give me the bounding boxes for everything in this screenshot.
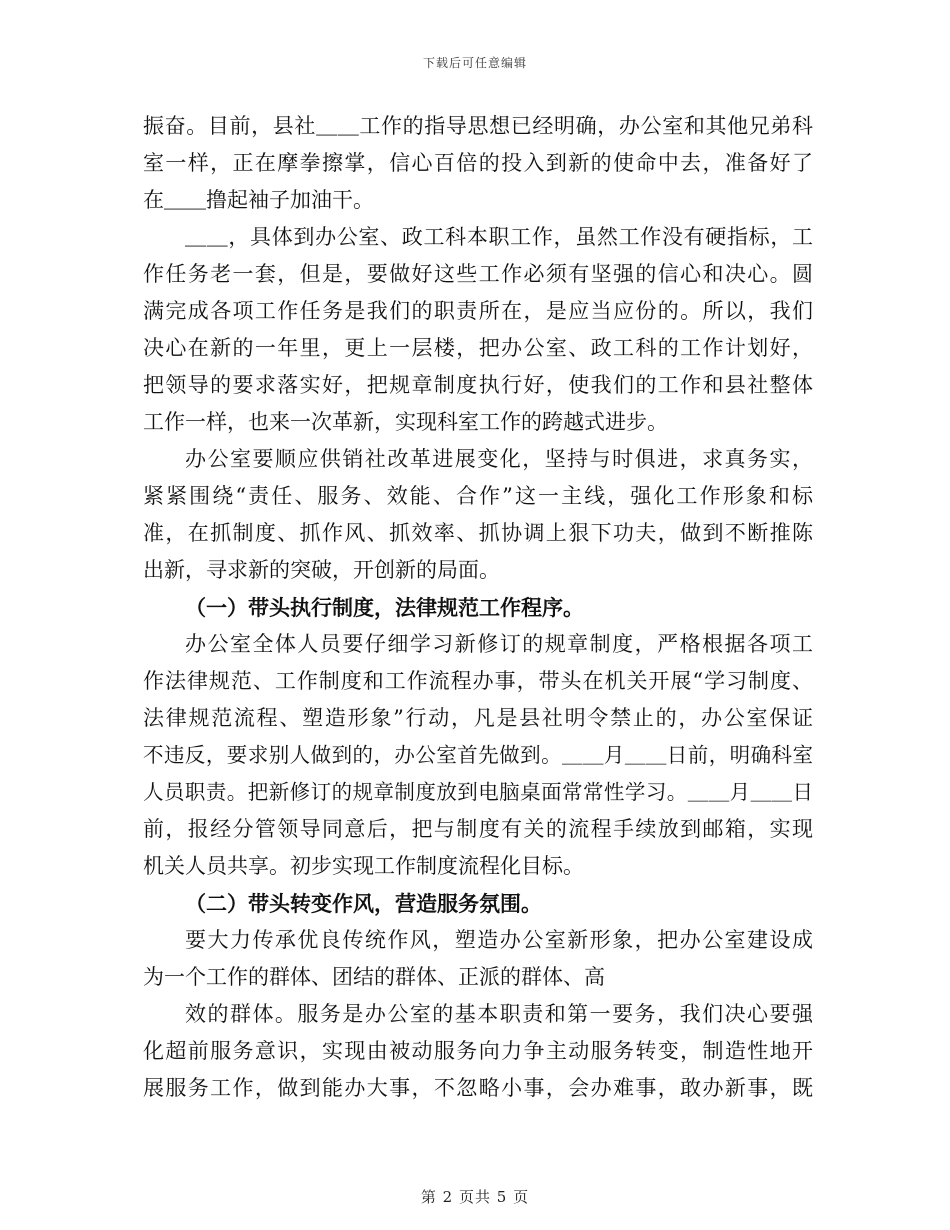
text-line: 工作一样，也来一次革新，实现科室工作的跨越式进步。 [143,410,668,434]
text-line: 紧紧围绕“责任、服务、效能、合作”这一主线，强化工作形象和标 [143,484,813,508]
text-line: ＿＿，具体到办公室、政工科本职工作，虽然工作没有硬指标，工 [185,225,813,249]
text-line: 法律规范流程、塑造形象”行动，凡是县社明令禁止的，办公室保证 [143,706,813,730]
text-line: 效的群体。服务是办公室的基本职责和第一要务，我们决心要强 [185,1002,813,1026]
text-line: 在＿＿撸起袖子加油干。 [143,188,374,212]
text-line: 化超前服务意识，实现由被动服务向力争主动服务转变，制造性地开 [143,1039,813,1063]
text-line: 满完成各项工作任务是我们的职责所在，是应当应份的。所以，我们 [143,299,813,323]
text-line: 不违反，要求别人做到的，办公室首先做到。＿＿月＿＿日前，明确科室 [143,743,813,767]
text-line: 室一样，正在摩拳擦掌，信心百倍的投入到新的使命中去，准备好了 [143,151,813,175]
text-line: 要大力传承优良传统作风，塑造办公室新形象，把办公室建设成 [185,928,813,952]
document-body [143,108,813,1107]
page-header: 下载后可任意编辑 [422,56,527,70]
text-line: 展服务工作，做到能办大事，不忽略小事，会办难事，敢办新事，既 [143,1076,813,1100]
section-heading: （二）带头转变作风，营造服务氛围。 [185,891,542,916]
text-line: 人员职责。把新修订的规章制度放到电脑桌面常常性学习。＿＿月＿＿日 [143,780,813,804]
text-line: 办公室要顺应供销社改革进展变化，坚持与时俱进，求真务实， [185,447,813,471]
text-line: 作任务老一套，但是，要做好这些工作必须有坚强的信心和决心。圆 [143,262,813,286]
paragraph-lines [143,108,813,1107]
text-line: 准，在抓制度、抓作风、抓效率、抓协调上狠下功夫，做到不断推陈 [143,521,813,545]
text-line: 为一个工作的群体、团结的群体、正派的群体、高 [143,965,605,989]
text-line: 把领导的要求落实好，把规章制度执行好，使我们的工作和县社整体 [143,373,813,397]
text-line: 出新，寻求新的突破，开创新的局面。 [143,558,500,582]
page-footer: 第 2 页共 5 页 [420,1188,530,1206]
text-line: 振奋。目前，县社＿＿工作的指导思想已经明确，办公室和其他兄弟科 [143,114,813,138]
text-line: 作法律规范、工作制度和工作流程办事，带头在机关开展“学习制度、 [143,669,813,693]
text-line: 办公室全体人员要仔细学习新修订的规章制度，严格根据各项工 [185,632,813,656]
text-line: 决心在新的一年里，更上一层楼，把办公室、政工科的工作计划好， [143,336,813,360]
text-line: 前，报经分管领导同意后，把与制度有关的流程手续放到邮箱，实现 [143,817,813,841]
text-line: 机关人员共享。初步实现工作制度流程化目标。 [143,854,584,878]
section-heading: （一）带头执行制度，法律规范工作程序。 [185,595,584,620]
